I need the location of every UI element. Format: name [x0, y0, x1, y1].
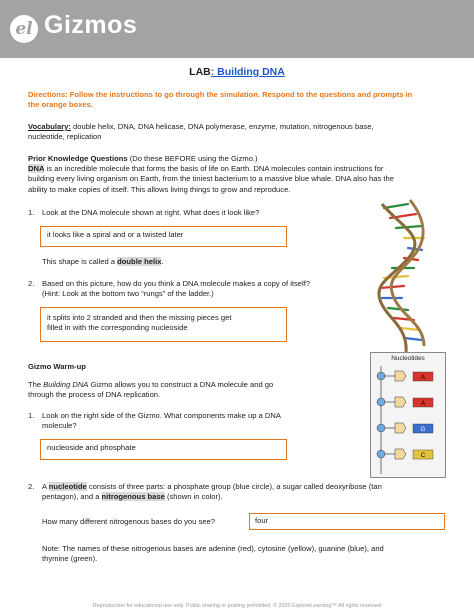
q2-text-a: A: [42, 482, 49, 491]
nucleotides-panel: [370, 352, 446, 478]
nitrogenous-base-term: nitrogenous base: [101, 492, 165, 502]
warmup-intro-prefix: The: [28, 380, 44, 389]
warmup-intro: [28, 380, 328, 400]
prior-heading-note: (Do these BEFORE using the Gizmo.): [127, 154, 258, 163]
q2-answer-box[interactable]: [40, 307, 287, 342]
prior-line3: ability to make copies of itself. This allows living things to grow and reproduce.: [28, 184, 291, 194]
header-bar: [0, 0, 474, 58]
warmup-q2-number: 2.: [28, 482, 35, 491]
title-prefix: LAB: [189, 66, 211, 78]
nucleotides-panel-title: Nucleotides: [391, 355, 425, 362]
q2-text-c: pentagon), and a: [42, 492, 102, 502]
vocabulary-line1: double helix, DNA, DNA helicase, DNA polymerase, enzyme, mutation, nitrogenous base,: [70, 122, 374, 131]
note-line1: Note: The names of these nitrogenous bases are adenine (red), cytosine (yellow), guanine (blue), and: [42, 544, 384, 553]
prior-line2: building every living organism on Earth, from the tiniest bacterium to a massive blue whale. DNA also has the: [28, 174, 394, 184]
warmup-heading: Gizmo Warm-up: [28, 362, 86, 371]
note-line2: thymine (green).: [42, 554, 98, 564]
warmup-q2-text: [42, 482, 462, 502]
explorelearning-logo-icon: el: [10, 15, 38, 43]
nucleotide-term: nucleotide: [48, 482, 87, 491]
vocabulary-label: Vocabulary:: [28, 122, 71, 131]
warmup-q2-question: How many different nitrogenous bases do you see?: [42, 517, 215, 526]
q2-text-b: consists of three parts: a phosphate group (blue circle), a sugar called deoxyribose (tan: [86, 482, 382, 491]
double-helix-term: double helix: [117, 257, 162, 266]
warmup-q1-answer-box[interactable]: nucleoside and phosphate: [40, 439, 287, 460]
dna-term: DNA: [28, 164, 45, 174]
prior-heading: Prior Knowledge Questions: [28, 154, 128, 163]
q2-number: 2.: [28, 279, 35, 288]
q2-line2: (Hint: Look at the bottom two “rungs” of the ladder.): [42, 289, 214, 299]
vocabulary: [28, 122, 448, 142]
directions-text: Directions: Follow the instructions to go through the simulation. Respond to the questions and prompts in the orange boxes.: [28, 90, 413, 110]
q1-followup: [42, 257, 164, 267]
brand-name: Gizmos: [44, 11, 138, 39]
q2-answer-line1: it splits into 2 stranded and then the missing pieces get: [47, 313, 232, 322]
q1-followup-prefix: This shape is called a: [42, 257, 118, 266]
q2-text: [42, 279, 362, 299]
warmup-q1-text: [42, 411, 342, 431]
nucleotide-3[interactable]: [377, 423, 433, 433]
dna-double-helix-image: [364, 196, 440, 356]
warmup-intro-rest: Gizmo allows you to construct a DNA molecule and go: [88, 380, 274, 389]
page-title: [0, 66, 474, 78]
title-link[interactable]: : Building DNA: [210, 66, 285, 78]
warmup-q1-line2: molecule?: [42, 421, 77, 431]
vocabulary-line2: nucleotide, replication: [28, 132, 102, 142]
warmup-q2-answer-box[interactable]: four: [249, 513, 445, 530]
prior-line1: is an incredible molecule that forms the basis of life on Earth. DNA molecules contain instructions for: [44, 164, 384, 174]
nucleotide-1[interactable]: [377, 371, 433, 381]
copyright-footer: Reproduction for educational use only. Public sharing or posting prohibited. © 2020 ExploreLearning™ All rights reserved: [92, 603, 382, 609]
base-letter-2: A: [420, 401, 426, 407]
nucleotide-4[interactable]: [377, 449, 433, 459]
gizmo-name: Building DNA: [43, 380, 89, 389]
base-letter-3: G: [420, 427, 426, 433]
q2-text-d: (shown in color).: [164, 492, 223, 502]
q1-followup-suffix: .: [161, 257, 164, 266]
q1-answer-box[interactable]: it looks like a spiral and or a twisted later: [40, 226, 287, 247]
q1-number: 1.: [28, 208, 35, 217]
prior-knowledge: [28, 154, 448, 195]
warmup-q1-number: 1.: [28, 411, 35, 420]
nucleotide-2[interactable]: [377, 397, 433, 407]
base-letter-4: C: [420, 453, 426, 459]
nucleotides-diagram: [371, 362, 445, 474]
base-letter-1: A: [420, 375, 426, 381]
q2-line1: Based on this picture, how do you think a DNA molecule makes a copy of itself?: [42, 279, 311, 288]
warmup-intro-line2: through the process of DNA replication.: [28, 390, 161, 400]
warmup-q1-line1: Look on the right side of the Gizmo. What components make up a DNA: [42, 411, 281, 420]
bases-note: [42, 544, 462, 564]
q2-answer-line2: filled in with the corresponding nucleoside: [47, 323, 188, 333]
q1-text: Look at the DNA molecule shown at right. What does it look like?: [42, 208, 260, 217]
